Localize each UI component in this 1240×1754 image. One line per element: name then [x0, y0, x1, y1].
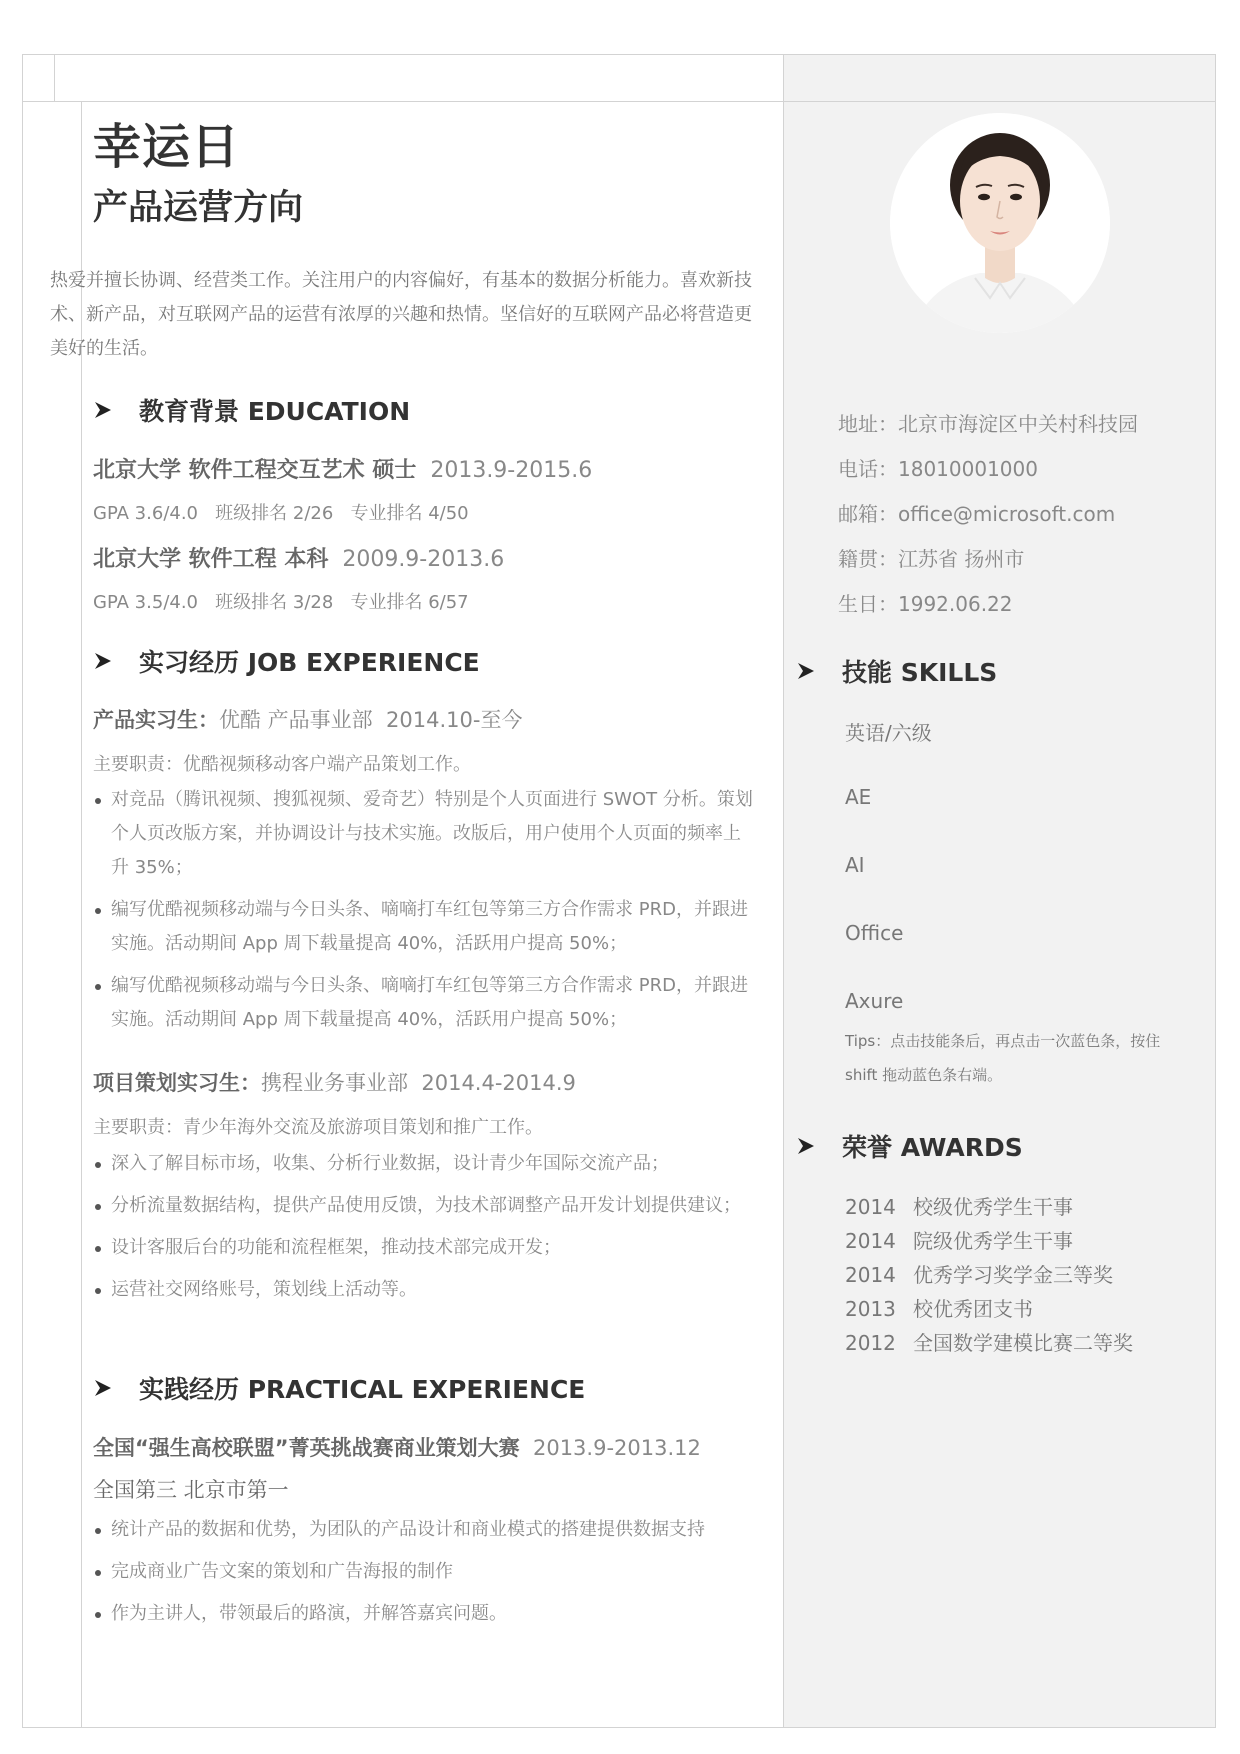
award-item — [845, 1190, 1133, 1224]
career-direction: 产品运营方向 — [93, 188, 304, 228]
practice-bullet-list — [93, 1513, 753, 1639]
header-divider — [22, 101, 1216, 102]
awards-section-title — [796, 1128, 1023, 1164]
practice-title-text: 实践经历 PRACTICAL EXPERIENCE — [139, 1375, 586, 1404]
arrow-right-icon — [93, 1378, 121, 1398]
job-date: 2014.10-至今 — [386, 708, 523, 732]
practice-heading — [93, 1432, 701, 1462]
education-date: 2009.9-2013.6 — [342, 547, 505, 572]
list-item: 作为主讲人，带领最后的路演，并解答嘉宾问题。 — [93, 1597, 753, 1631]
practice-rank: 全国第三 北京市第一 — [93, 1478, 289, 1502]
list-item: 深入了解目标市场，收集、分析行业数据，设计青少年国际交流产品； — [93, 1147, 753, 1181]
practice-event: 全国“强生高校联盟”菁英挑战赛商业策划大赛 — [93, 1436, 520, 1460]
award-name: 院级优秀学生干事 — [913, 1229, 1073, 1253]
skills-section-title — [796, 653, 997, 689]
education-school: 北京大学 软件工程交互艺术 硕士 — [93, 458, 417, 483]
address-text: 地址：北京市海淀区中关村科技园 — [838, 412, 1138, 436]
skill-item[interactable]: 英语/六级 — [845, 721, 932, 745]
award-name: 校优秀团支书 — [913, 1297, 1033, 1321]
job-org: 优酷 产品事业部 — [219, 708, 373, 732]
education-entry-1-detail: GPA 3.6/4.0 班级排名 2/26 专业排名 4/50 — [93, 503, 469, 524]
list-item: 编写优酷视频移动端与今日头条、嘀嘀打车红包等第三方合作需求 PRD，并跟进实施。活动期间 App 周下载量提高 40%，活跃用户提高 50%； — [93, 969, 753, 1037]
award-name: 全国数学建模比赛二等奖 — [913, 1331, 1133, 1355]
frame-margin-line — [54, 54, 55, 102]
phone-text: 电话：18010001000 — [838, 457, 1038, 481]
award-item — [845, 1224, 1133, 1258]
practice-date: 2013.9-2013.12 — [532, 1436, 701, 1460]
arrow-right-icon — [796, 661, 824, 681]
job-org: 携程业务事业部 — [261, 1071, 408, 1095]
self-introduction: 热爱并擅长协调、经营类工作。关注用户的内容偏好，有基本的数据分析能力。喜欢新技术、新产品，对互联网产品的运营有浓厚的兴趣和热情。坚信好的互联网产品必将营造更美好的生活。 — [50, 270, 752, 359]
skill-item[interactable]: Office — [845, 921, 904, 945]
hometown-text: 籍贯：江苏省 扬州市 — [838, 547, 1025, 571]
list-item: 完成商业广告文案的策划和广告海报的制作 — [93, 1555, 753, 1589]
job-1-duty: 主要职责：优酷视频移动客户端产品策划工作。 — [93, 754, 471, 775]
job-1-bullet-list — [93, 783, 753, 1045]
award-item — [845, 1258, 1133, 1292]
skill-item[interactable]: Axure — [845, 989, 904, 1013]
awards-list — [845, 1190, 1133, 1360]
birthday-text: 生日：1992.06.22 — [838, 592, 1013, 616]
job-date: 2014.4-2014.9 — [421, 1071, 576, 1095]
email-text: 邮箱：office@microsoft.com — [838, 502, 1116, 526]
awards-title-text: 荣誉 AWARDS — [842, 1133, 1023, 1162]
portrait-photo — [890, 113, 1110, 333]
job-title-text: 实习经历 JOB EXPERIENCE — [139, 648, 480, 677]
skills-title-text: 技能 SKILLS — [842, 658, 998, 687]
education-school: 北京大学 软件工程 本科 — [93, 547, 329, 572]
award-item — [845, 1292, 1133, 1326]
contact-info — [838, 402, 1138, 627]
award-item — [845, 1326, 1133, 1360]
award-name: 优秀学习奖学金三等奖 — [913, 1263, 1113, 1287]
skill-item[interactable]: AE — [845, 785, 872, 809]
skills-tips: Tips：点击技能条后，再点击一次蓝色条，按住 shift 拖动蓝色条右端。 — [845, 1032, 1161, 1084]
list-item: 编写优酷视频移动端与今日头条、嘀嘀打车红包等第三方合作需求 PRD，并跟进实施。活动期间 App 周下载量提高 40%，活跃用户提高 50%； — [93, 893, 753, 961]
education-section-title — [93, 392, 410, 428]
arrow-right-icon — [93, 651, 121, 671]
skill-item[interactable]: AI — [845, 853, 865, 877]
job-role: 产品实习生： — [93, 708, 219, 732]
job-section-title — [93, 643, 480, 679]
award-name: 校级优秀学生干事 — [913, 1195, 1073, 1219]
education-entry-2-heading — [93, 542, 504, 573]
education-date: 2013.9-2015.6 — [430, 458, 593, 483]
arrow-right-icon — [93, 400, 121, 420]
practice-section-title — [93, 1370, 585, 1406]
list-item: 统计产品的数据和优势，为团队的产品设计和商业模式的搭建提供数据支持 — [93, 1513, 753, 1547]
job-2-duty: 主要职责：青少年海外交流及旅游项目策划和推广工作。 — [93, 1117, 543, 1138]
list-item: 分析流量数据结构，提供产品使用反馈，为技术部调整产品开发计划提供建议； — [93, 1189, 753, 1223]
award-year: 2014 — [845, 1229, 896, 1253]
list-item: 设计客服后台的功能和流程框架，推动技术部完成开发； — [93, 1231, 753, 1265]
award-year: 2014 — [845, 1195, 896, 1219]
award-year: 2013 — [845, 1297, 896, 1321]
candidate-name: 幸运日 — [93, 119, 241, 175]
job-1-heading — [93, 704, 522, 734]
award-year: 2014 — [845, 1263, 896, 1287]
job-2-heading — [93, 1067, 576, 1097]
job-2-bullet-list — [93, 1147, 753, 1315]
list-item: 运营社交网络账号，策划线上活动等。 — [93, 1273, 753, 1307]
list-item: 对竞品（腾讯视频、搜狐视频、爱奇艺）特别是个人页面进行 SWOT 分析。策划个人页改版方案，并协调设计与技术实施。改版后，用户使用个人页面的频率上升 35%； — [93, 783, 753, 885]
education-entry-2-detail: GPA 3.5/4.0 班级排名 3/28 专业排名 6/57 — [93, 592, 469, 613]
arrow-right-icon — [796, 1136, 824, 1156]
education-entry-1-heading — [93, 453, 592, 484]
education-title-text: 教育背景 EDUCATION — [139, 397, 411, 426]
award-year: 2012 — [845, 1331, 896, 1355]
job-role: 项目策划实习生： — [93, 1071, 261, 1095]
